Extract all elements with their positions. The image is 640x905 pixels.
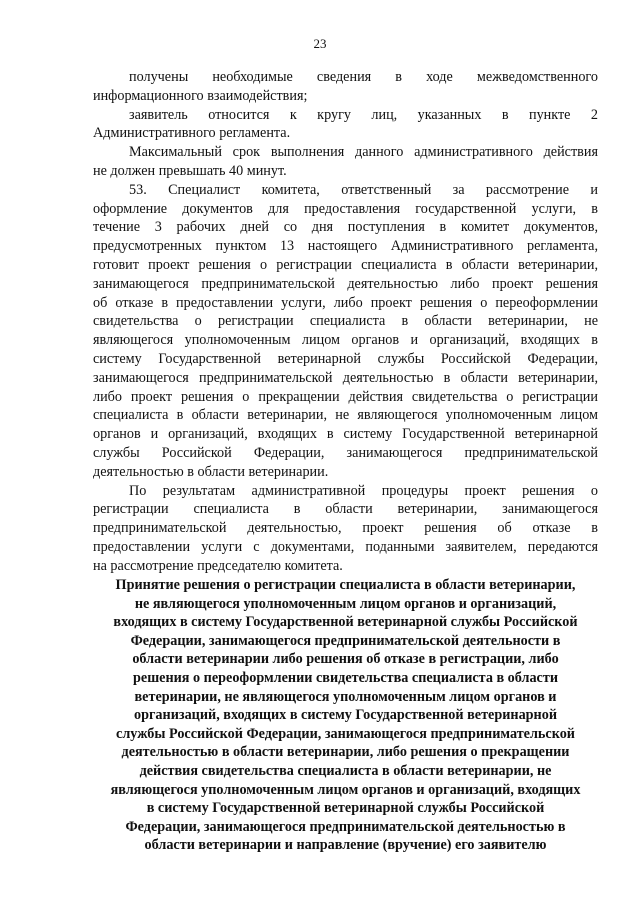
heading-line: не являющегося уполномоченным лицом органов и организаций, — [134, 595, 557, 612]
paragraph-line: деятельностью в области ветеринарии. — [93, 463, 329, 480]
paragraph-line: либо проект решения о прекращении действия свидетельства о регистрации — [93, 388, 598, 405]
paragraph-line: регистрации специалиста в области ветеринарии, занимающегося — [93, 501, 598, 518]
heading-line: Федерации, занимающегося предпринимательской деятельности в — [130, 632, 561, 649]
heading-line: области ветеринарии либо решения об отказе в регистрации, либо — [132, 651, 559, 668]
paragraph-line: предусмотренных пунктом 13 настоящего Административного регламента, — [93, 238, 598, 255]
heading-line: Принятие решения о регистрации специалиста в области ветеринарии, — [115, 577, 576, 593]
paragraph-line: предпринимательской деятельностью, проект решения об отказе в — [93, 520, 598, 537]
heading-line: являющегося уполномоченным лицом органов и организаций, входящих — [110, 781, 581, 798]
paragraph-line: занимающегося предпринимательской деятельностью в области ветеринарии, — [93, 369, 598, 386]
heading-line: входящих в систему Государственной ветеринарной службы Российской — [113, 614, 578, 631]
paragraph-line: информационного взаимодействия; — [93, 87, 308, 104]
paragraph-line: получены необходимые сведения в ходе межведомственного — [129, 69, 598, 85]
paragraph-line: Административного регламента. — [93, 125, 291, 142]
heading-line: области ветеринарии и направление (вручение) его заявителю — [144, 837, 547, 854]
paragraph-line: занимающегося предпринимательской деятельностью либо проект решения — [93, 275, 598, 292]
paragraph-line: По результатам административной процедуры проект решения о — [129, 482, 598, 499]
paragraph-line: свидетельства о регистрации специалиста в области ветеринарии, не — [93, 313, 598, 330]
paragraph-line: Максимальный срок выполнения данного административного действия — [129, 144, 598, 161]
paragraph-line: заявитель относится к кругу лиц, указанных в пункте 2 — [129, 106, 598, 123]
paragraph-line: систему Государственной ветеринарной службы Российской Федерации, — [93, 350, 598, 367]
page-number: 23 — [313, 36, 327, 51]
paragraph-line: являющегося уполномоченным лицом органов и организаций, входящих в — [93, 332, 598, 349]
heading-line: действия свидетельства специалиста в области ветеринарии, не — [139, 762, 552, 779]
paragraph-line: течение 3 рабочих дней со дня поступления в комитет документов, — [93, 219, 598, 236]
paragraph-line: готовит проект решения о регистрации специалиста в области ветеринарии, — [93, 256, 598, 273]
paragraph-line: органов и организаций, входящих в систему Государственной ветеринарной — [93, 426, 598, 443]
heading-line: в систему Государственной ветеринарной службы Российской — [146, 800, 545, 817]
paragraph-line: не должен превышать 40 минут. — [93, 162, 287, 179]
heading-line: организаций, входящих в систему Государственной ветеринарной — [134, 707, 557, 724]
paragraph-line: специалиста в области ветеринарии, не являющегося уполномоченным лицом — [93, 407, 598, 424]
paragraph-line: оформление документов для предоставления государственной услуги, в — [93, 200, 598, 217]
section-heading — [93, 576, 598, 855]
heading-line: службы Российской Федерации, занимающегося предпринимательской — [116, 725, 575, 742]
heading-line: ветеринарии, не являющегося уполномоченным лицом органов и — [134, 688, 557, 705]
body-text — [93, 68, 598, 576]
paragraph-line: службы Российской Федерации, занимающегося предпринимательской — [93, 444, 598, 461]
paragraph-line: об отказе в предоставлении услуги, либо проект решения о переоформлении — [93, 294, 598, 311]
heading-line: деятельностью в области ветеринарии, либо решения о прекращении — [121, 744, 570, 761]
paragraph-line: предоставлении услуги с документами, поданными заявителем, передаются — [93, 538, 598, 555]
paragraph-line: на рассмотрение председателю комитета. — [93, 557, 343, 574]
heading-line: Федерации, занимающегося предпринимательской деятельностью в — [125, 818, 566, 835]
paragraph-line: 53. Специалист комитета, ответственный за рассмотрение и — [129, 181, 598, 198]
heading-line: решения о переоформлении свидетельства специалиста в области — [133, 669, 558, 686]
